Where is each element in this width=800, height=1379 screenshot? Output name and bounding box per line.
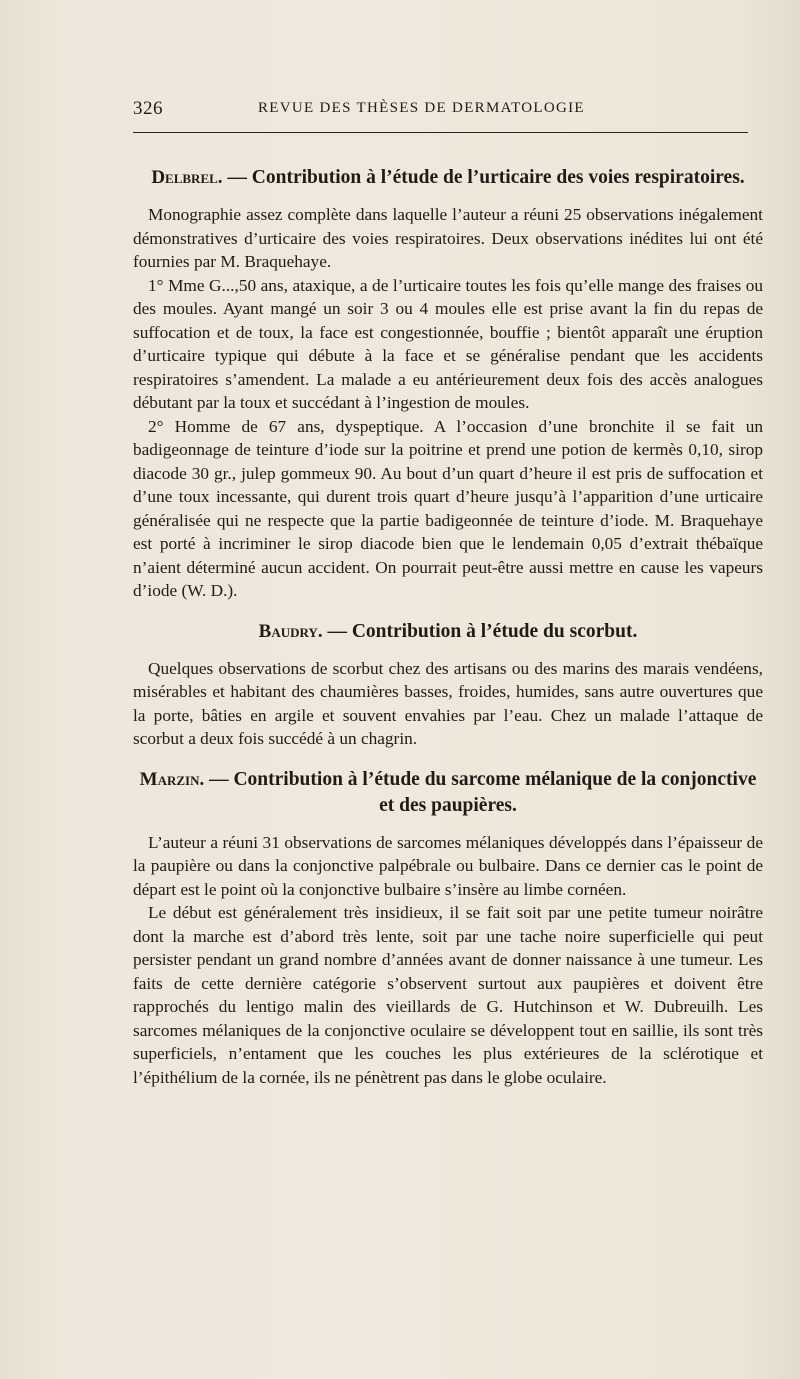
entry-paragraph: Monographie assez complète dans laquelle l’auteur a réuni 25 observations inégalement démonstratives d’urticaire des voies respiratoires. Deux observations inédites lui ont été fournies par M. Braquehaye. xyxy=(133,205,763,271)
running-head xyxy=(133,98,748,122)
journal-title: REVUE DES THÈSES DE DERMATOLOGIE xyxy=(258,100,585,116)
entry-title xyxy=(133,767,763,819)
entry-paragraph: Le début est généralement très insidieux, il se fait soit par une petite tumeur noirâtre dont la marche est d’abord très lente, soit par une tache noire superficielle qui peut persister pendant un grand nombre d’années avant de donner naissance à une tumeur. Les faits de cette dernière catégorie s’observent surtout aux paupières et doivent être rapprochés du lentigo malin des vieillards de G. Hutchinson et W. Dubreuilh. Les sarcomes mélaniques de la conjonctive oculaire se développent tout en saillie, ils sont très superficiels, n’entament que les couches les plus extérieures de la sclérotique et l’épithélium de la cornée, ils ne pénètrent pas dans le globe oculaire. xyxy=(133,903,763,1087)
thesis-entry-marzin xyxy=(133,767,763,1090)
entry-paragraph: 1° Mme G...,50 ans, ataxique, a de l’urticaire toutes les fois qu’elle mange des fraises ou des moules. Ayant mangé un soir 3 ou 4 moules elle est prise avant la fin du repas de suffocation et de toux, la face est congestionnée, bouffie ; bientôt apparaît une éruption d’urticaire typique qui débute à la face et se généralise pendant que les accidents respiratoires s’amendent. La malade a eu antérieurement deux fois des accès analogues débutant par la toux et succédant à l’ingestion de moules. xyxy=(133,275,763,412)
entry-paragraph: 2° Homme de 67 ans, dyspeptique. A l’occasion d’une bronchite il se fait un badigeonnage de teinture d’iode sur la poitrine et prend une potion de kermès 0,10, sirop diacode 30 gr., julep gommeux 90. Au bout d’un quart d’heure il est pris de suffocation et d’une toux incessante, qui durent trois quart d’heure jusqu’à l’apparition d’une urticaire généralisée qui ne respecte que la partie badigeonnée de teinture d’iode. M. Braquehaye est porté à incriminer le sirop diacode bien que le lendemain 0,05 d’extrait thébaïque n’aient déterminé aucun accident. On pourrait peut-être aussi mettre en cause les vapeurs d’iode (W. D.). xyxy=(133,416,763,600)
entry-paragraph: L’auteur a réuni 31 observations de sarcomes mélaniques développés dans l’épaisseur de la paupière ou dans la conjonctive palpébrale ou bulbaire. Dans ce dernier cas le point de départ est le point où la conjonctive bulbaire s’insère au limbe cornéen. xyxy=(133,832,763,899)
header-rule xyxy=(133,132,748,133)
entry-title xyxy=(133,619,763,645)
entry-author: Baudry. xyxy=(258,620,323,642)
entry-paragraph: Quelques observations de scorbut chez des artisans ou des marins des marais vendéens, misérables et habitant des chaumières basses, froides, humides, sans autre ouvertures que la porte, bâties en argile et souvent envahies par l’eau. Chez un malade l’attaque de scorbut a deux fois succédé à un chagrin. xyxy=(133,658,763,748)
thesis-entry-delbrel xyxy=(133,165,763,603)
entry-author: Marzin. xyxy=(139,768,205,790)
page-number: 326 xyxy=(133,98,163,119)
entry-title-text: — Contribution à l’étude de l’urticaire des voies respiratoires. xyxy=(222,167,745,188)
entry-title-text: — Contribution à l’étude du scorbut. xyxy=(322,620,638,642)
entry-title xyxy=(133,165,763,191)
thesis-entry-baudry xyxy=(133,619,763,751)
page-body xyxy=(133,165,763,1089)
entry-title-text: — Contribution à l’étude du sarcome mélanique de la conjonctive et des paupières. xyxy=(204,768,757,816)
entry-author: Delbrel. xyxy=(151,167,223,188)
